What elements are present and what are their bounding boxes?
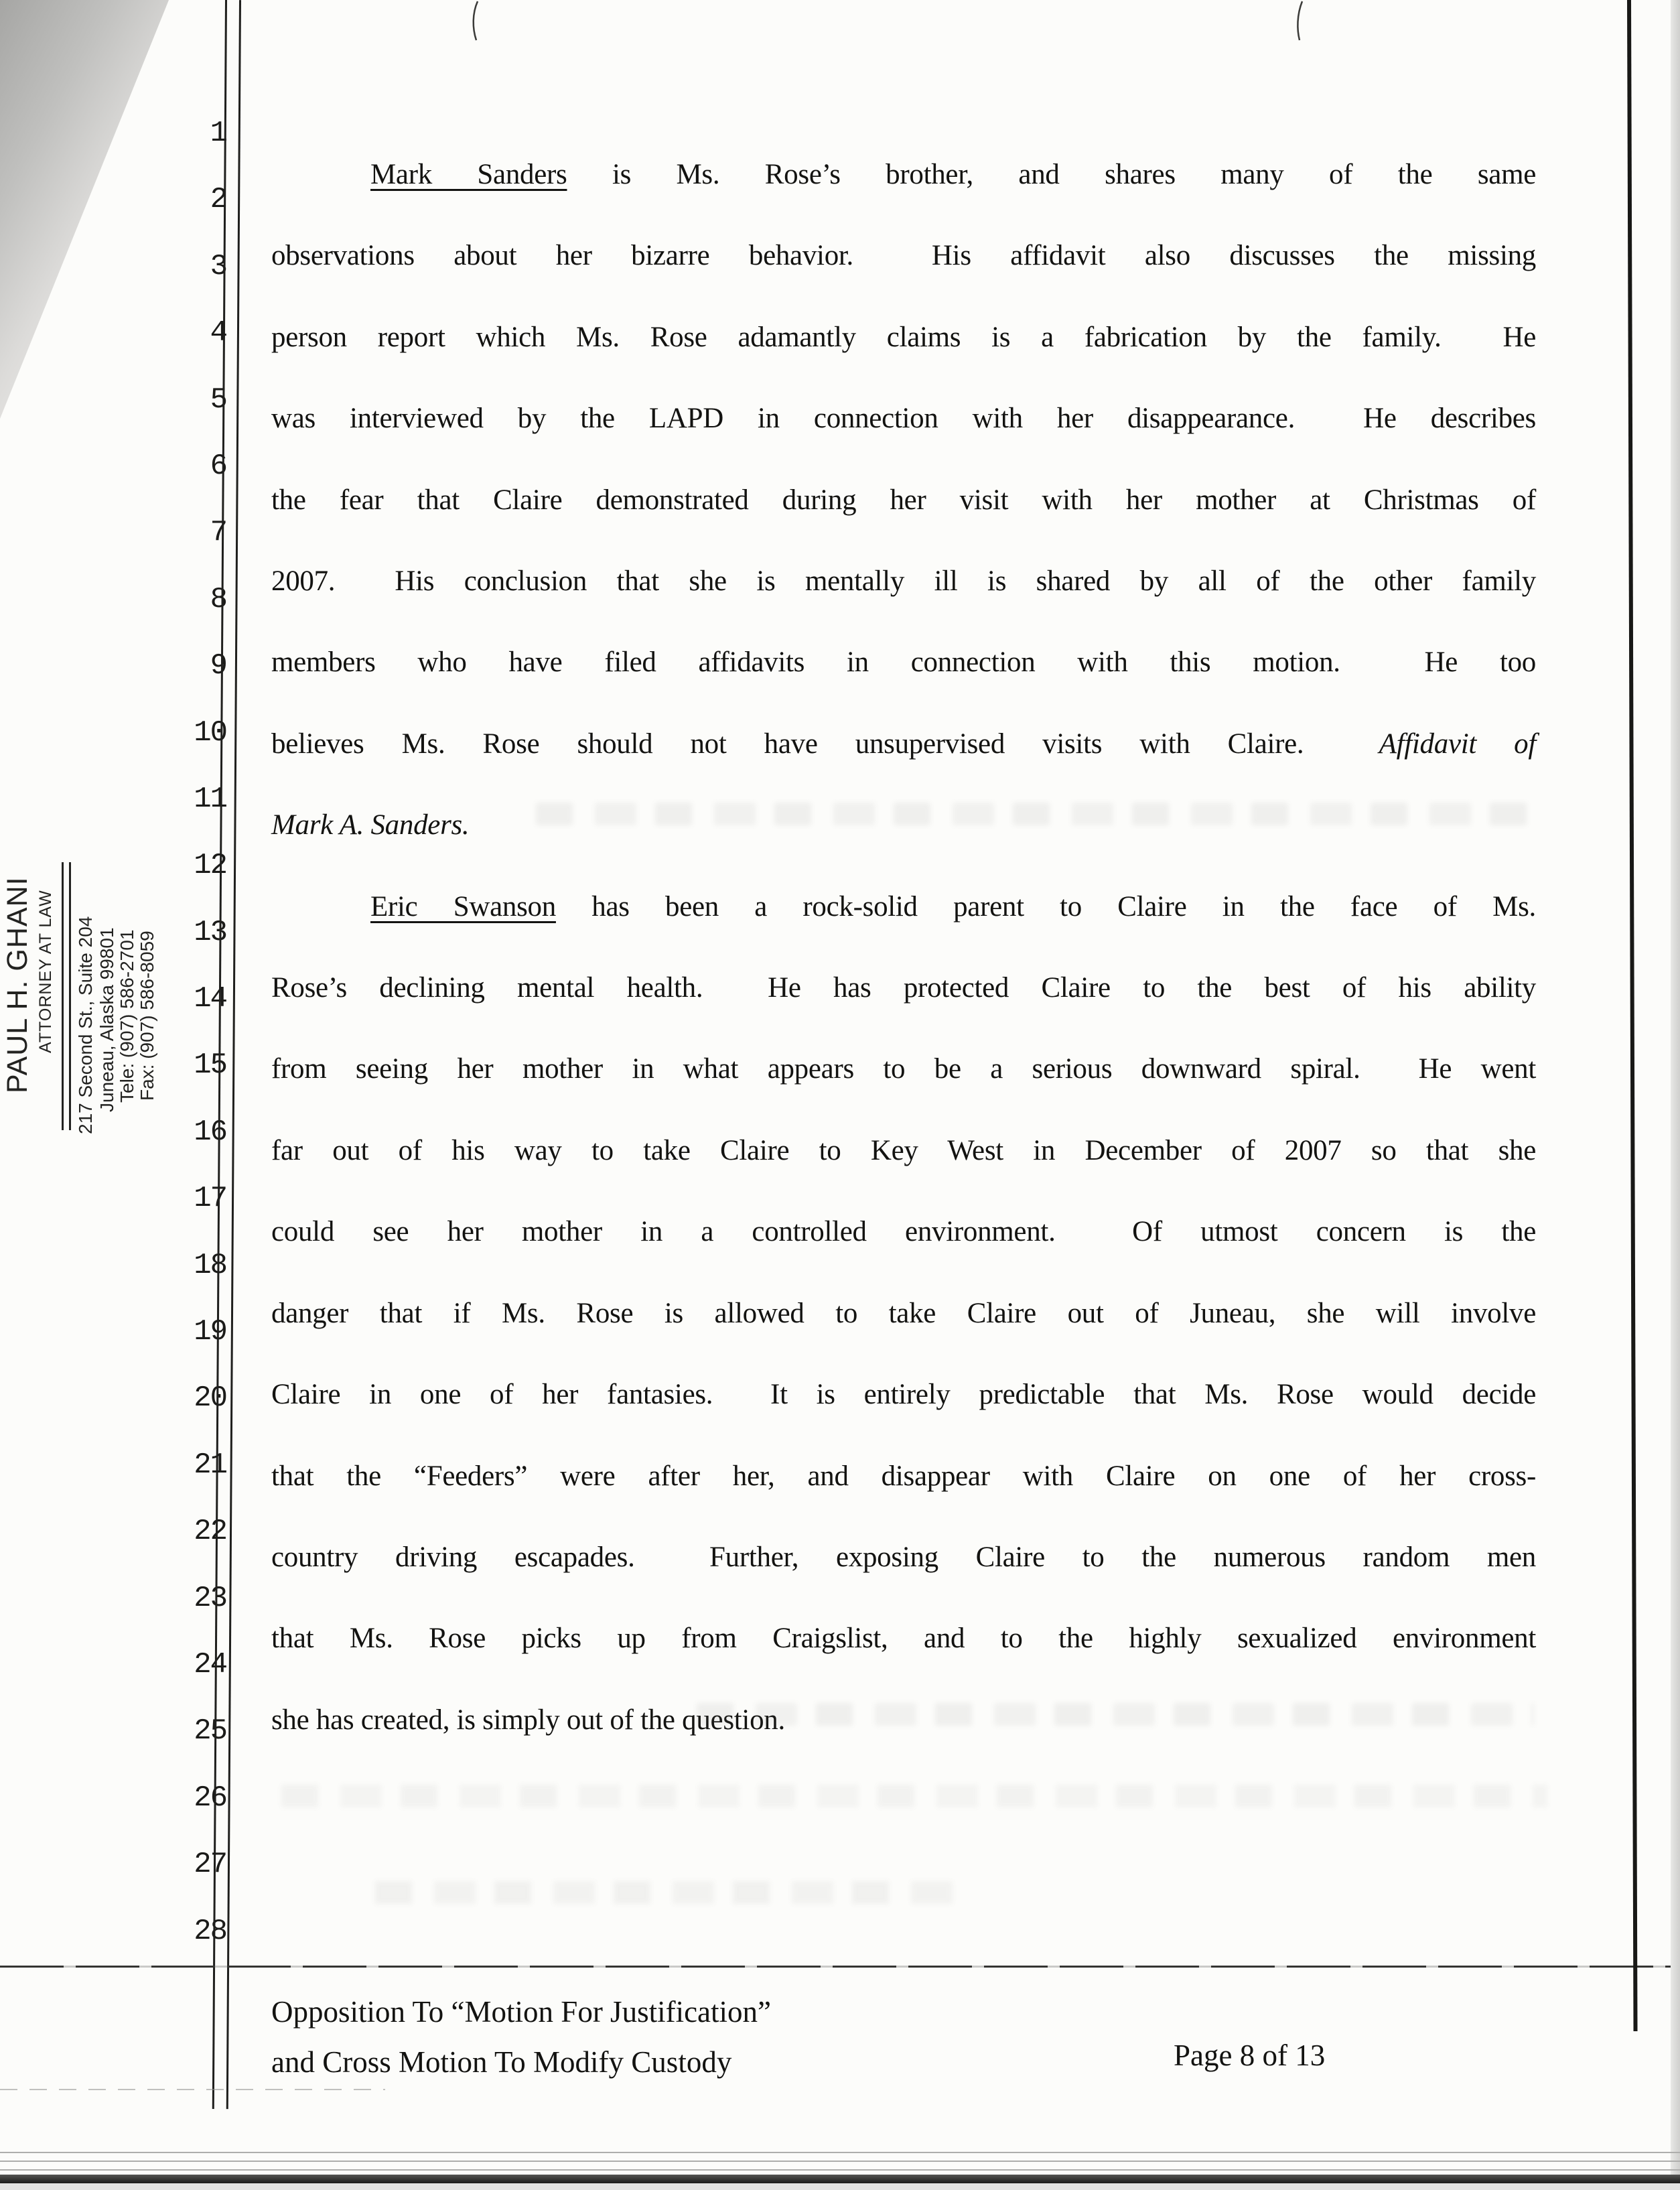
line-number: 23 (194, 1581, 226, 1615)
line-number: 11 (194, 782, 226, 816)
text-segment: person report which Ms. Rose adamantly claims is a fabrication by the family. He (271, 321, 1536, 353)
corner-fold-artifact (0, 0, 169, 419)
text-line (271, 1436, 1536, 1517)
text-segment: country driving escapades. Further, exposing Claire to the numerous random men (271, 1541, 1536, 1573)
text-segment: Affidavit of (1379, 728, 1536, 760)
text-line (271, 1517, 1536, 1598)
text-segment: danger that if Ms. Rose is allowed to take Claire out of Juneau, she will involve (271, 1297, 1536, 1329)
line-number: 22 (194, 1515, 226, 1549)
text-line (271, 947, 1536, 1028)
line-number: 20 (194, 1381, 226, 1416)
faint-dashed-line-artifact (0, 2089, 385, 2090)
text-segment: could see her mother in a controlled environment. Of utmost concern is the (271, 1216, 1536, 1248)
text-line (271, 215, 1536, 296)
attorney-title: ATTORNEY AT LAW (36, 890, 55, 1053)
scan-curl-mark-icon (1291, 0, 1308, 45)
line-number: 14 (194, 982, 226, 1016)
line-number: 28 (194, 1914, 226, 1948)
document-body (271, 134, 1536, 1761)
text-segment: 2007. His conclusion that she is mentally ill is shared by all of the other family (271, 565, 1536, 598)
line-number: 5 (210, 383, 226, 417)
line-number: 21 (194, 1448, 226, 1482)
line-number: 10 (194, 715, 226, 750)
line-number: 1 (210, 117, 226, 150)
line-number: 8 (210, 582, 226, 616)
line-number: 7 (210, 516, 226, 550)
text-line (271, 460, 1536, 541)
line-number: 4 (210, 316, 226, 350)
text-line (271, 1354, 1536, 1435)
text-segment: Eric Swanson (370, 890, 556, 922)
line-number: 17 (194, 1182, 226, 1216)
text-line (271, 134, 1536, 215)
letterhead-divider (62, 862, 71, 1130)
text-line (271, 1191, 1536, 1272)
page-edge-line (1627, 0, 1638, 2031)
text-line (271, 703, 1536, 784)
attorney-address-line2: Juneau, Alaska 99801 (96, 927, 117, 1112)
page-edge-shadow (1671, 0, 1680, 2190)
line-number: 25 (194, 1714, 226, 1749)
bleed-through-artifact (697, 1703, 1534, 1726)
bleed-through-artifact (281, 1785, 1547, 1807)
footer-title (271, 1987, 771, 2088)
footer-title-line2: and Cross Motion To Modify Custody (271, 2045, 732, 2079)
text-segment: from seeing her mother in what appears to be a serious downward spiral. He went (271, 1053, 1536, 1085)
line-number: 16 (194, 1115, 226, 1149)
text-line (271, 1273, 1536, 1354)
line-number: 12 (194, 849, 226, 883)
text-segment: Mark Sanders (370, 159, 567, 190)
scan-curl-mark-icon (468, 0, 484, 45)
attorney-fax: Fax: (907) 586-8059 (137, 931, 157, 1101)
text-line (271, 1028, 1536, 1109)
text-line (271, 541, 1536, 622)
text-line (271, 378, 1536, 459)
attorney-phone: Tele: (907) 586-2701 (117, 929, 137, 1103)
line-number: 15 (194, 1048, 226, 1083)
text-line (271, 622, 1536, 703)
attorney-name: PAUL H. GHANI (1, 876, 33, 1093)
line-number: 19 (194, 1315, 226, 1349)
text-segment: that the “Feeders” were after her, and disappear with Claire on one of her cross- (271, 1460, 1536, 1492)
text-segment: Rose’s declining mental health. He has protected Claire to the best of his ability (271, 972, 1536, 1004)
text-segment: members who have filed affidavits in connection with this motion. He too (271, 646, 1536, 679)
text-segment: Mark A. Sanders. (271, 809, 470, 841)
page-number: Page 8 of 13 (1174, 2039, 1326, 2072)
line-number: 27 (194, 1848, 226, 1882)
line-number: 3 (210, 249, 226, 283)
line-number: 6 (210, 449, 226, 483)
text-segment: observations about her bizarre behavior. His affidavit also discusses the missing (271, 240, 1536, 272)
text-segment: believes Ms. Rose should not have unsupervised visits with Claire. (271, 728, 1379, 760)
text-segment: has been a rock-solid parent to Claire in the face of Ms. (555, 890, 1536, 922)
line-number: 9 (210, 649, 226, 683)
line-number: 26 (194, 1781, 226, 1815)
text-line (271, 1110, 1536, 1191)
text-segment: she has created, is simply out of the question. (271, 1704, 785, 1736)
text-line (271, 866, 1536, 947)
attorney-address-line1: 217 Second St., Suite 204 (75, 916, 96, 1134)
text-line (271, 297, 1536, 378)
text-segment: was interviewed by the LAPD in connection with her disappearance. He describes (271, 403, 1536, 435)
text-segment: is Ms. Rose’s brother, and shares many of the same (567, 159, 1536, 190)
text-segment: far out of his way to take Claire to Key West in December of 2007 so that she (271, 1134, 1536, 1166)
text-segment: Claire in one of her fantasies. It is entirely predictable that Ms. Rose would decide (271, 1379, 1536, 1411)
scanner-background (0, 2183, 1680, 2190)
page-bottom-edge (0, 2175, 1680, 2183)
text-line (271, 1598, 1536, 1679)
footer-divider-line (0, 1966, 1679, 1968)
bleed-through-artifact (536, 803, 1527, 825)
footer-title-line1: Opposition To “Motion For Justification” (271, 1995, 771, 2029)
line-number: 24 (194, 1647, 226, 1682)
bleed-through-artifact (375, 1881, 965, 1904)
line-number: 2 (210, 183, 226, 217)
text-segment: the fear that Claire demonstrated during her visit with her mother at Christmas of (271, 484, 1536, 516)
line-number: 18 (194, 1248, 226, 1282)
line-number: 13 (194, 915, 226, 949)
page-stack-edges (0, 2146, 1680, 2176)
text-segment: that Ms. Rose picks up from Craigslist, and to the highly sexualized environment (271, 1623, 1536, 1655)
